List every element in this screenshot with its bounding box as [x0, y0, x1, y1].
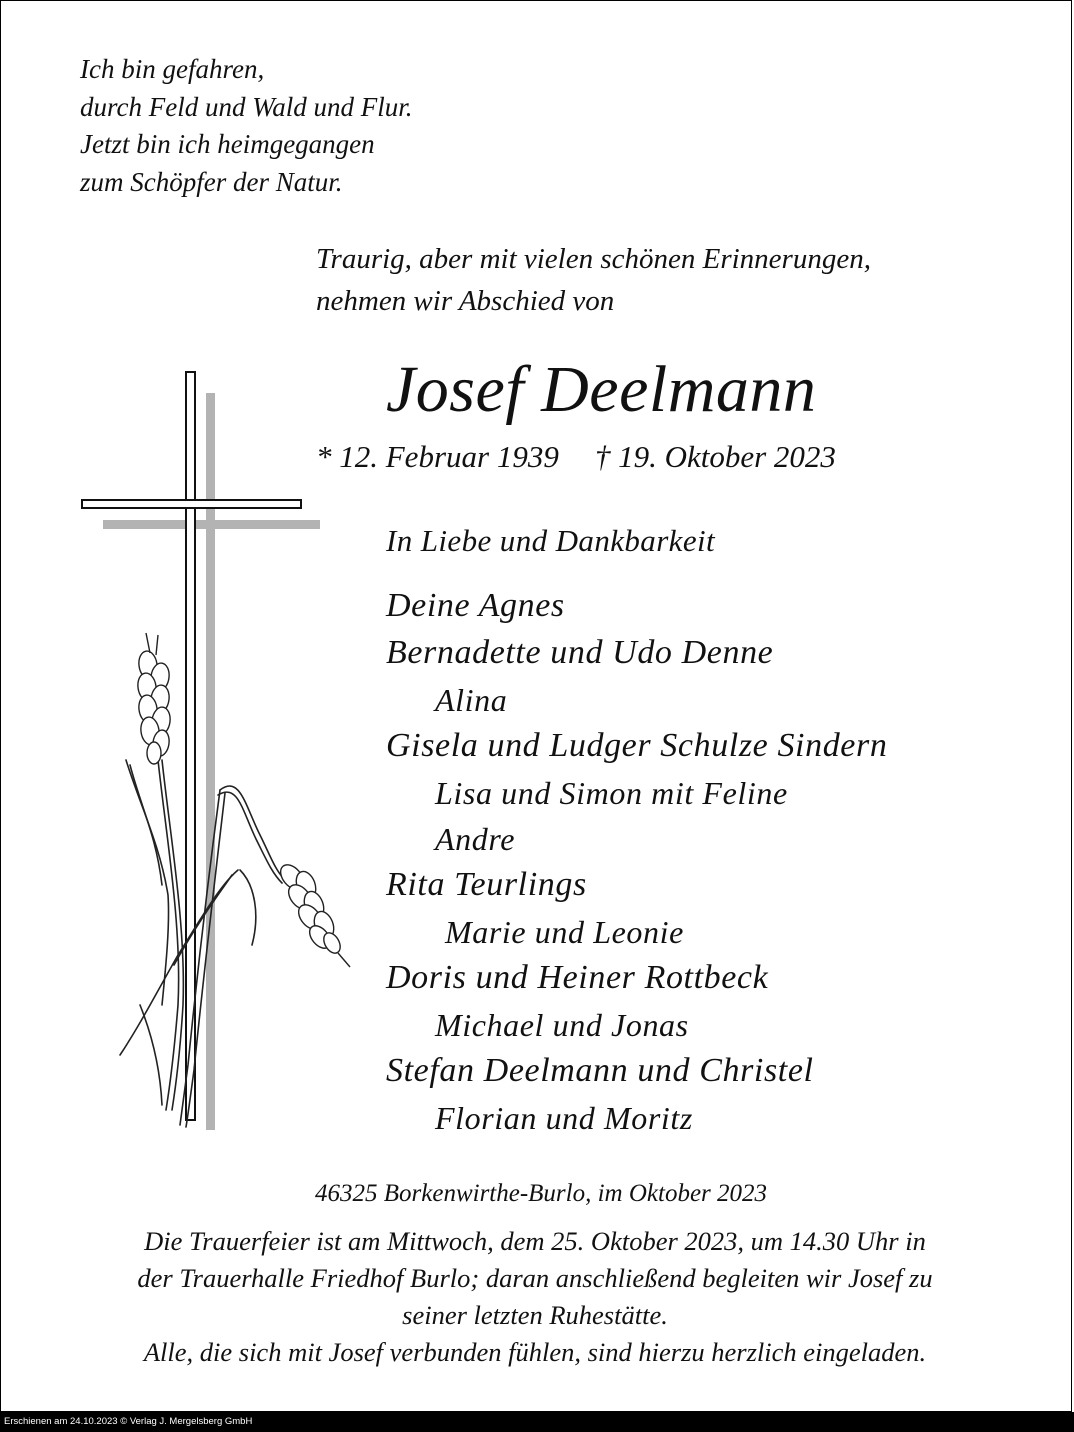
mourner: Michael und Jonas: [435, 1007, 689, 1043]
poem-line: Ich bin gefahren,: [80, 54, 265, 84]
wheat-icon: [120, 760, 285, 1127]
life-dates: [316, 437, 836, 477]
mourner: Florian und Moritz: [435, 1100, 693, 1136]
cross-wheat-illustration: [70, 365, 360, 1145]
mourner: Andre: [435, 821, 516, 857]
intro-text: [316, 238, 871, 322]
deceased-name: Josef Deelmann: [386, 353, 817, 426]
mourner: Doris und Heiner Rottbeck: [386, 959, 769, 996]
poem-line: zum Schöpfer der Natur.: [80, 166, 343, 197]
ceremony-line: der Trauerhalle Friedhof Burlo; daran anschließend begleiten wir Josef zu: [137, 1263, 933, 1293]
ceremony-info: [60, 1223, 1010, 1371]
mourner: Stefan Deelmann und Christel: [386, 1052, 814, 1089]
publication-footer: Erschienen am 24.10.2023 © Verlag J. Mergelsberg GmbH: [0, 1412, 1074, 1432]
mourner: Deine Agnes: [386, 587, 565, 624]
mourner: Marie und Leonie: [445, 914, 684, 950]
intro-line: Traurig, aber mit vielen schönen Erinnerungen,: [316, 243, 871, 275]
death-date: † 19. Oktober 2023: [594, 439, 836, 474]
mourner: Lisa und Simon mit Feline: [435, 775, 788, 811]
mourner: Rita Teurlings: [386, 866, 587, 903]
poem-line: Jetzt bin ich heimgegangen: [80, 129, 375, 159]
birth-date: * 12. Februar 1939: [316, 439, 559, 474]
mourners-list: [386, 583, 887, 1141]
ceremony-line: Alle, die sich mit Josef verbunden fühlen, sind hierzu herzlich eingeladen.: [143, 1337, 927, 1367]
cross-icon: [82, 372, 301, 1120]
wheat-ear-icon: [276, 860, 350, 967]
poem: [80, 51, 413, 201]
poem-line: durch Feld und Wald und Flur.: [80, 91, 413, 122]
ceremony-line: seiner letzten Ruhestätte.: [402, 1300, 668, 1330]
wheat-ear-icon: [136, 633, 172, 764]
mourner: Gisela und Ludger Schulze Sindern: [386, 727, 888, 764]
place-date-text: 46325 Borkenwirthe-Burlo, im Oktober 2023: [315, 1180, 768, 1207]
mourner: Bernadette und Udo Denne: [386, 634, 774, 671]
mourner: Alina: [435, 682, 508, 718]
dedication: In Liebe und Dankbarkeit: [386, 523, 715, 558]
intro-line: nehmen wir Abschied von: [316, 285, 615, 317]
ceremony-line: Die Trauerfeier ist am Mittwoch, dem 25. Oktober 2023, um 14.30 Uhr in: [144, 1226, 926, 1256]
